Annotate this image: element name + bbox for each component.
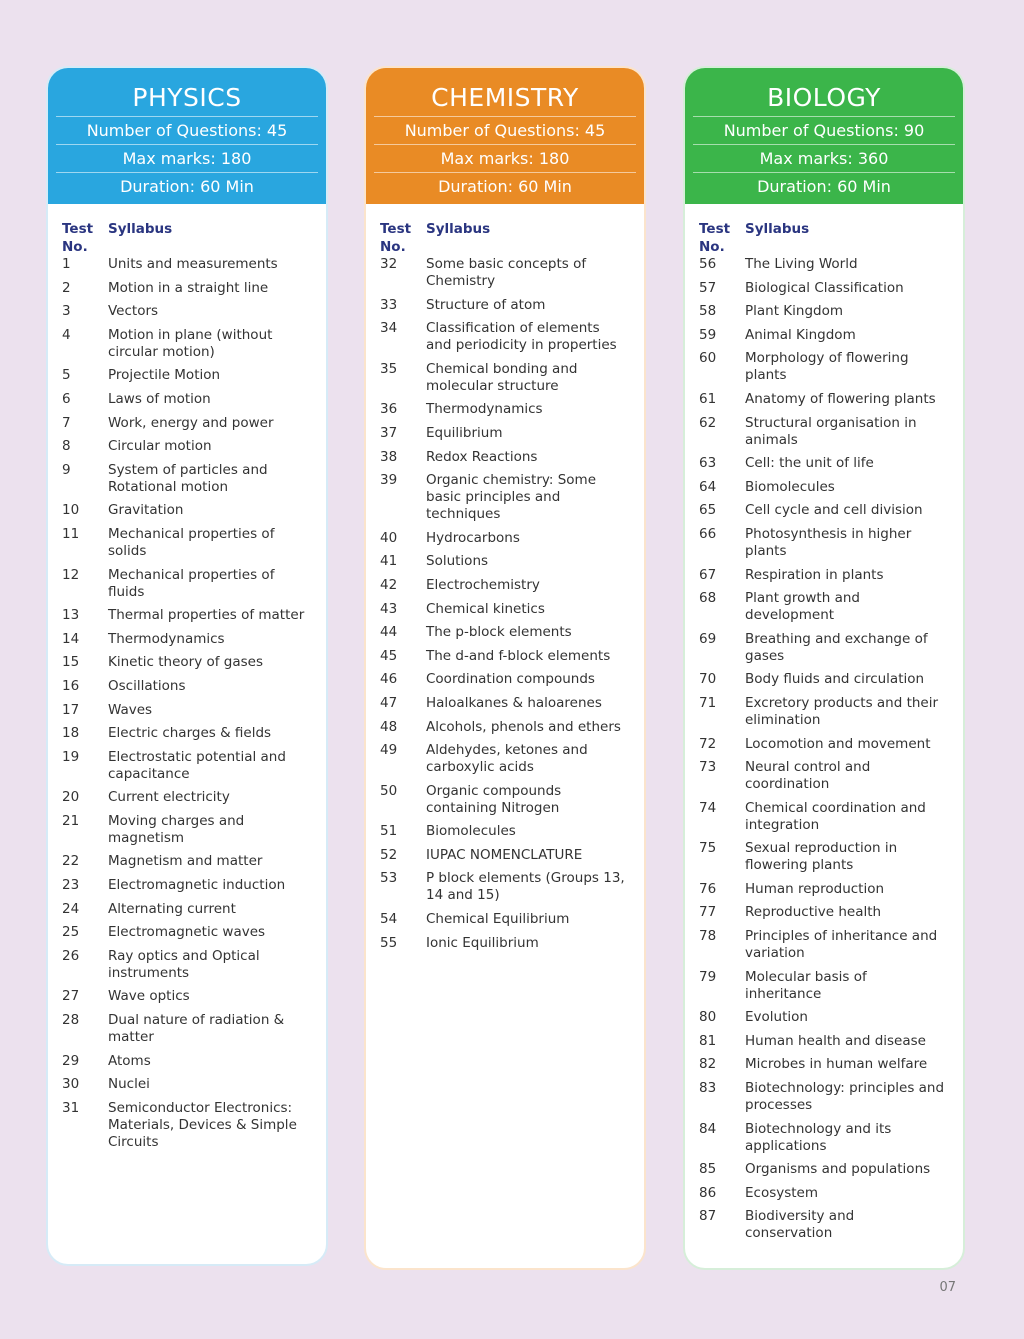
- test-number: 5: [62, 367, 71, 384]
- list-item: [380, 823, 644, 840]
- syllabus-topic: Mechanical properties of fluids: [108, 566, 275, 600]
- test-number: 80: [699, 1009, 717, 1026]
- test-number: 81: [699, 1032, 717, 1049]
- test-number: 3: [62, 303, 71, 320]
- test-number: 75: [699, 840, 717, 857]
- test-number: 17: [62, 701, 80, 718]
- test-number: 19: [62, 748, 80, 765]
- syllabus-topic: Biomolecules: [745, 478, 835, 495]
- list-item: [699, 590, 963, 624]
- test-number: 6: [62, 390, 71, 407]
- syllabus-topic: Current electricity: [108, 789, 230, 806]
- test-number: 52: [380, 846, 398, 863]
- list-item: [62, 567, 326, 601]
- syllabus-topic: Mechanical properties of solids: [108, 525, 275, 559]
- test-number: 22: [62, 853, 80, 870]
- syllabus-topic: Evolution: [745, 1009, 808, 1026]
- test-number: 10: [62, 502, 80, 519]
- list-item: [380, 472, 644, 523]
- test-number: 51: [380, 823, 398, 840]
- test-number: 78: [699, 928, 717, 945]
- list-item: [380, 847, 644, 864]
- syllabus-topic: Ecosystem: [745, 1184, 819, 1201]
- syllabus-topic: Structure of atom: [426, 296, 546, 313]
- list-item: [62, 1053, 326, 1070]
- list-item: [62, 988, 326, 1005]
- list-item: [62, 280, 326, 297]
- test-number: 21: [62, 812, 80, 829]
- list-item: [62, 256, 326, 273]
- test-number: 7: [62, 414, 71, 431]
- chemistry-header: [366, 68, 644, 204]
- list-item: [62, 631, 326, 648]
- list-item: [62, 415, 326, 432]
- syllabus-topic: Solutions: [426, 553, 489, 570]
- test-number: 18: [62, 725, 80, 742]
- list-item: [699, 1208, 963, 1242]
- list-item: [380, 648, 644, 665]
- syllabus-header: Syllabus: [745, 221, 810, 237]
- syllabus-topic: Organic compounds containing Nitrogen: [426, 782, 562, 816]
- test-number: 86: [699, 1184, 717, 1201]
- list-item: [62, 438, 326, 455]
- list-item: [62, 877, 326, 894]
- syllabus-topic: Atoms: [108, 1052, 151, 1069]
- test-number: 43: [380, 600, 398, 617]
- test-number: 41: [380, 553, 398, 570]
- syllabus-topic: Moving charges and magnetism: [108, 812, 245, 846]
- list-item: [699, 631, 963, 665]
- test-number: 79: [699, 968, 717, 985]
- page-number: 07: [939, 1280, 956, 1295]
- list-item: [699, 1033, 963, 1050]
- list-item: [699, 415, 963, 449]
- syllabus-topic: Chemical Equilibrium: [426, 911, 570, 928]
- list-item: [699, 479, 963, 496]
- test-number: 53: [380, 870, 398, 887]
- test-number: 15: [62, 654, 80, 671]
- syllabus-topic: Oscillations: [108, 677, 186, 694]
- syllabus-topic: Neural control and coordination: [745, 759, 871, 793]
- list-item: [699, 1009, 963, 1026]
- test-number: 60: [699, 350, 717, 367]
- syllabus-topic: Alternating current: [108, 900, 236, 917]
- list-item: [380, 401, 644, 418]
- list-item: [380, 742, 644, 776]
- syllabus-topic: Semiconductor Electronics: Materials, Devices & Simple Circuits: [108, 1099, 297, 1150]
- test-number: 61: [699, 390, 717, 407]
- syllabus-topic: Locomotion and movement: [745, 735, 931, 752]
- question-count: Number of Questions: 45: [56, 116, 318, 144]
- syllabus-topic: Biotechnology: principles and processes: [745, 1080, 945, 1114]
- list-item: [699, 800, 963, 834]
- syllabus-topic: Plant Kingdom: [745, 303, 844, 320]
- test-number: 4: [62, 326, 71, 343]
- list-item: [699, 327, 963, 344]
- test-number: 1: [62, 256, 71, 272]
- list-item: [380, 719, 644, 736]
- syllabus-topic: Haloalkanes & haloarenes: [426, 694, 602, 711]
- list-item: [62, 749, 326, 783]
- test-number: 20: [62, 789, 80, 806]
- test-number: 25: [62, 924, 80, 941]
- syllabus-topic: Human reproduction: [745, 880, 885, 897]
- syllabus-topic: Biomolecules: [426, 823, 516, 840]
- test-number: 33: [380, 296, 398, 313]
- syllabus-topic: Nuclei: [108, 1076, 150, 1093]
- test-number: 83: [699, 1080, 717, 1097]
- test-no-header: Test No.: [62, 221, 94, 255]
- test-number: 28: [62, 1012, 80, 1029]
- list-item: [62, 367, 326, 384]
- test-number: 65: [699, 502, 717, 519]
- test-number: 85: [699, 1161, 717, 1178]
- syllabus-topic: Units and measurements: [108, 256, 278, 272]
- list-item: [380, 783, 644, 817]
- syllabus-header: Syllabus: [108, 221, 173, 237]
- test-no-header: Test No.: [380, 221, 412, 255]
- syllabus-topic: Electromagnetic induction: [108, 877, 286, 894]
- list-item: [62, 462, 326, 496]
- syllabus-topic: Thermal properties of matter: [108, 607, 305, 624]
- list-item: [380, 425, 644, 442]
- test-number: 87: [699, 1208, 717, 1225]
- test-number: 9: [62, 461, 71, 478]
- list-item: [62, 391, 326, 408]
- syllabus-topic: Hydrocarbons: [426, 529, 520, 546]
- physics-card: [46, 66, 328, 1266]
- syllabus-topic: Some basic concepts of Chemistry: [426, 256, 587, 289]
- syllabus-topic: Photosynthesis in higher plants: [745, 525, 912, 559]
- biology-card: [683, 66, 965, 1270]
- test-number: 8: [62, 438, 71, 455]
- test-number: 24: [62, 900, 80, 917]
- question-count: Number of Questions: 90: [693, 116, 955, 144]
- syllabus-topic: Human health and disease: [745, 1032, 926, 1049]
- test-number: 62: [699, 414, 717, 431]
- list-item: [62, 327, 326, 361]
- list-item: [699, 671, 963, 688]
- list-item: [699, 1056, 963, 1073]
- max-marks: Max marks: 360: [693, 144, 955, 172]
- list-item: [699, 350, 963, 384]
- test-number: 11: [62, 525, 80, 542]
- subject-title: PHYSICS: [132, 83, 242, 112]
- syllabus-topic: Ray optics and Optical instruments: [108, 947, 260, 981]
- syllabus-header: Syllabus: [426, 221, 491, 237]
- syllabus-topic: Breathing and exchange of gases: [745, 630, 928, 664]
- list-item: [699, 567, 963, 584]
- list-item: [699, 526, 963, 560]
- test-number: 16: [62, 677, 80, 694]
- syllabus-topic: Waves: [108, 701, 153, 718]
- syllabus-topic: Work, energy and power: [108, 414, 274, 431]
- list-item: [62, 502, 326, 519]
- test-number: 34: [380, 320, 398, 337]
- syllabus-topic: The Living World: [745, 256, 858, 272]
- syllabus-list: [685, 256, 963, 1242]
- list-item: [62, 924, 326, 941]
- syllabus-topic: Electrostatic potential and capacitance: [108, 748, 286, 782]
- list-item: [62, 607, 326, 624]
- syllabus-topic: Chemical bonding and molecular structure: [426, 360, 578, 394]
- syllabus-topic: Gravitation: [108, 502, 184, 519]
- syllabus-list: [48, 256, 326, 1151]
- test-number: 31: [62, 1099, 80, 1116]
- list-item: [380, 935, 644, 952]
- test-number: 82: [699, 1056, 717, 1073]
- syllabus-topic: Body fluids and circulation: [745, 671, 925, 688]
- test-number: 12: [62, 566, 80, 583]
- test-number: 13: [62, 607, 80, 624]
- list-item: [380, 601, 644, 618]
- syllabus-topic: Magnetism and matter: [108, 853, 263, 870]
- duration: Duration: 60 Min: [374, 172, 636, 200]
- list-item: [699, 256, 963, 273]
- list-item: [699, 502, 963, 519]
- list-item: [62, 901, 326, 918]
- test-number: 29: [62, 1052, 80, 1069]
- list-item: [699, 881, 963, 898]
- list-item: [699, 1161, 963, 1178]
- syllabus-topic: Aldehydes, ketones and carboxylic acids: [426, 742, 588, 776]
- list-item: [699, 840, 963, 874]
- syllabus-list: [366, 256, 644, 952]
- table-header: [366, 204, 644, 256]
- list-item: [62, 1012, 326, 1046]
- syllabus-topic: Kinetic theory of gases: [108, 654, 263, 671]
- test-number: 69: [699, 630, 717, 647]
- syllabus-topic: Motion in a straight line: [108, 279, 269, 296]
- list-item: [380, 530, 644, 547]
- test-number: 74: [699, 799, 717, 816]
- syllabus-topic: Cell: the unit of life: [745, 455, 874, 472]
- list-item: [699, 1080, 963, 1114]
- list-item: [62, 853, 326, 870]
- test-number: 42: [380, 576, 398, 593]
- list-item: [380, 870, 644, 904]
- test-number: 26: [62, 947, 80, 964]
- test-number: 50: [380, 782, 398, 799]
- syllabus-topic: IUPAC NOMENCLATURE: [426, 846, 583, 863]
- list-item: [699, 928, 963, 962]
- list-item: [380, 361, 644, 395]
- test-number: 77: [699, 904, 717, 921]
- syllabus-topic: Morphology of flowering plants: [745, 350, 909, 384]
- list-item: [699, 280, 963, 297]
- chemistry-card: [364, 66, 646, 1270]
- list-item: [699, 759, 963, 793]
- syllabus-topic: Sexual reproduction in flowering plants: [745, 840, 898, 874]
- test-number: 59: [699, 326, 717, 343]
- syllabus-topic: Principles of inheritance and variation: [745, 928, 938, 962]
- list-item: [380, 256, 644, 290]
- syllabus-topic: Chemical kinetics: [426, 600, 545, 617]
- test-number: 30: [62, 1076, 80, 1093]
- list-item: [699, 391, 963, 408]
- syllabus-topic: Equilibrium: [426, 424, 503, 441]
- list-item: [62, 1100, 326, 1151]
- test-number: 45: [380, 647, 398, 664]
- test-number: 36: [380, 401, 398, 418]
- list-item: [699, 904, 963, 921]
- list-item: [699, 303, 963, 320]
- syllabus-topic: Coordination compounds: [426, 671, 595, 688]
- test-number: 70: [699, 671, 717, 688]
- syllabus-topic: The d-and f-block elements: [426, 647, 611, 664]
- test-number: 39: [380, 472, 398, 489]
- syllabus-topic: Plant growth and development: [745, 590, 860, 624]
- test-no-header: Test No.: [699, 221, 731, 255]
- test-number: 2: [62, 279, 71, 296]
- syllabus-topic: Structural organisation in animals: [745, 414, 917, 448]
- test-number: 67: [699, 566, 717, 583]
- syllabus-topic: Biotechnology and its applications: [745, 1120, 892, 1154]
- max-marks: Max marks: 180: [374, 144, 636, 172]
- list-item: [380, 671, 644, 688]
- test-number: 54: [380, 911, 398, 928]
- list-item: [380, 320, 644, 354]
- test-number: 49: [380, 742, 398, 759]
- duration: Duration: 60 Min: [56, 172, 318, 200]
- test-number: 35: [380, 360, 398, 377]
- syllabus-topic: Redox Reactions: [426, 448, 538, 465]
- syllabus-topic: Microbes in human welfare: [745, 1056, 928, 1073]
- syllabus-topic: System of particles and Rotational motion: [108, 461, 268, 495]
- list-item: [62, 678, 326, 695]
- list-item: [62, 702, 326, 719]
- syllabus-topic: Alcohols, phenols and ethers: [426, 718, 621, 735]
- test-number: 23: [62, 877, 80, 894]
- syllabus-topic: Biological Classification: [745, 279, 904, 296]
- syllabus-topic: Vectors: [108, 303, 159, 320]
- list-item: [62, 725, 326, 742]
- syllabus-topic: The p-block elements: [426, 624, 572, 641]
- test-number: 44: [380, 624, 398, 641]
- list-item: [699, 969, 963, 1003]
- physics-header: [48, 68, 326, 204]
- list-item: [699, 736, 963, 753]
- test-number: 57: [699, 279, 717, 296]
- syllabus-topic: Respiration in plants: [745, 566, 884, 583]
- biology-header: [685, 68, 963, 204]
- question-count: Number of Questions: 45: [374, 116, 636, 144]
- test-number: 32: [380, 256, 398, 272]
- list-item: [62, 789, 326, 806]
- list-item: [380, 297, 644, 314]
- list-item: [62, 526, 326, 560]
- subject-title: BIOLOGY: [767, 83, 881, 112]
- test-number: 46: [380, 671, 398, 688]
- syllabus-topic: Laws of motion: [108, 390, 211, 407]
- syllabus-topic: Chemical coordination and integration: [745, 799, 926, 833]
- test-number: 76: [699, 880, 717, 897]
- list-item: [380, 624, 644, 641]
- syllabus-topic: P block elements (Groups 13, 14 and 15): [426, 870, 625, 904]
- list-item: [699, 695, 963, 729]
- test-number: 73: [699, 759, 717, 776]
- test-number: 38: [380, 448, 398, 465]
- syllabus-topic: Wave optics: [108, 988, 190, 1005]
- list-item: [62, 813, 326, 847]
- test-number: 64: [699, 478, 717, 495]
- syllabus-topic: Animal Kingdom: [745, 326, 856, 343]
- max-marks: Max marks: 180: [56, 144, 318, 172]
- table-header: [48, 204, 326, 256]
- list-item: [380, 577, 644, 594]
- test-number: 58: [699, 303, 717, 320]
- test-number: 47: [380, 694, 398, 711]
- syllabus-topic: Thermodynamics: [426, 401, 543, 418]
- list-item: [62, 303, 326, 320]
- syllabus-topic: Reproductive health: [745, 904, 882, 921]
- syllabus-topic: Molecular basis of inheritance: [745, 968, 867, 1002]
- syllabus-topic: Classification of elements and periodicity in properties: [426, 320, 617, 354]
- list-item: [699, 455, 963, 472]
- subject-title: CHEMISTRY: [431, 83, 579, 112]
- list-item: [380, 553, 644, 570]
- duration: Duration: 60 Min: [693, 172, 955, 200]
- list-item: [699, 1121, 963, 1155]
- syllabus-topic: Thermodynamics: [108, 630, 225, 647]
- syllabus-topic: Anatomy of flowering plants: [745, 390, 936, 407]
- list-item: [699, 1185, 963, 1202]
- test-number: 55: [380, 934, 398, 951]
- test-number: 56: [699, 256, 717, 272]
- syllabus-topic: Electrochemistry: [426, 576, 540, 593]
- test-number: 63: [699, 455, 717, 472]
- syllabus-topic: Ionic Equilibrium: [426, 934, 539, 951]
- syllabus-topic: Motion in plane (without circular motion): [108, 326, 273, 360]
- list-item: [62, 654, 326, 671]
- syllabus-topic: Dual nature of radiation & matter: [108, 1012, 285, 1046]
- test-number: 40: [380, 529, 398, 546]
- test-number: 37: [380, 424, 398, 441]
- syllabus-topic: Biodiversity and conservation: [745, 1208, 855, 1242]
- list-item: [380, 695, 644, 712]
- syllabus-topic: Organisms and populations: [745, 1161, 931, 1178]
- test-number: 48: [380, 718, 398, 735]
- syllabus-topic: Circular motion: [108, 438, 212, 455]
- list-item: [62, 948, 326, 982]
- syllabus-topic: Organic chemistry: Some basic principles and techniques: [426, 472, 596, 523]
- syllabus-topic: Electromagnetic waves: [108, 924, 266, 941]
- test-number: 66: [699, 525, 717, 542]
- syllabus-topic: Excretory products and their elimination: [745, 694, 939, 728]
- list-item: [62, 1076, 326, 1093]
- test-number: 72: [699, 735, 717, 752]
- list-item: [380, 911, 644, 928]
- test-number: 68: [699, 590, 717, 607]
- list-item: [380, 449, 644, 466]
- table-header: [685, 204, 963, 256]
- test-number: 14: [62, 630, 80, 647]
- test-number: 27: [62, 988, 80, 1005]
- syllabus-topic: Electric charges & fields: [108, 725, 272, 742]
- syllabus-topic: Projectile Motion: [108, 367, 221, 384]
- test-number: 84: [699, 1120, 717, 1137]
- syllabus-topic: Cell cycle and cell division: [745, 502, 923, 519]
- test-number: 71: [699, 694, 717, 711]
